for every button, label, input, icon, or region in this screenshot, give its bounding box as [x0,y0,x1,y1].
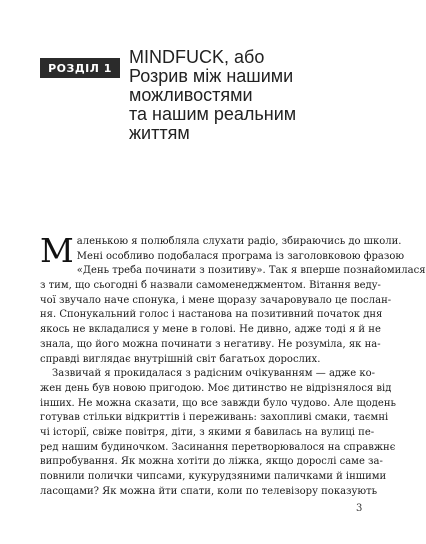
chapter-title-line: MINDFUCK, або [129,47,265,67]
text-line: Мені особливо подобалася програма із заголовковою фразою [76,250,405,262]
drop-cap: М [40,231,74,270]
text-line: жен день був новою пригодою. Моє дитинство не відрізнялося від [40,382,392,394]
body-text [40,231,426,499]
text-line: готував стільки відкриттів і переживань: захопливі смаки, таємні [40,412,389,424]
text-line: інших. Не можна сказати, що все завжди було чудово. Але щодень [40,397,396,409]
text-line: ня. Спонукальний голос і настанова на позитивний початок дня [40,309,383,321]
chapter-title-line: Розрив між нашими [129,66,294,86]
text-line: Зазвичай я прокидалася з радісним очікуванням — адже ко- [52,368,376,380]
chapter-title-line: можливостями [129,85,253,105]
text-line: ласощами? Як можна йти спати, коли по телевізору показують [40,485,378,497]
text-line: чої звучало наче спонука, і мене щоразу зачаровувало це послан- [40,294,392,306]
chapter-badge: РОЗДІЛ 1 [40,58,120,78]
text-line: «День треба починати з позитиву». Так я вперше познайомилася [76,265,426,277]
text-line: повнили полички чипсами, кукурудзяними паличками й іншими [40,471,387,482]
page-number: 3 [356,503,363,514]
text-line: з тим, що сьогодні б назвали самоменеджментом. Вітання веду- [40,280,381,292]
text-line: справді виглядає внутрішній світ багатьох дорослих. [40,353,321,365]
text-line: чі історії, свіже повітря, діти, з якими я бавилась на вулиці пе- [40,426,375,438]
text-line: ред нашим будиночком. Засинання перетворювалося на справжнє [40,441,396,453]
chapter-title-line: та нашим реальним [129,104,297,124]
chapter-title-line: життям [129,123,190,143]
chapter-title [129,48,369,143]
text-line: знала, що його можна починати з негативу. Не розуміла, як на- [40,338,381,350]
text-line: випробування. Як можна хотіти до ліжка, якщо дорослі саме за- [40,456,383,468]
text-line: якось не вкладалися у мене в голові. Не дивно, адже тоді я й не [40,324,381,336]
text-line: аленькою я полюбляла слухати радіо, збираючись до школи. [76,236,402,247]
